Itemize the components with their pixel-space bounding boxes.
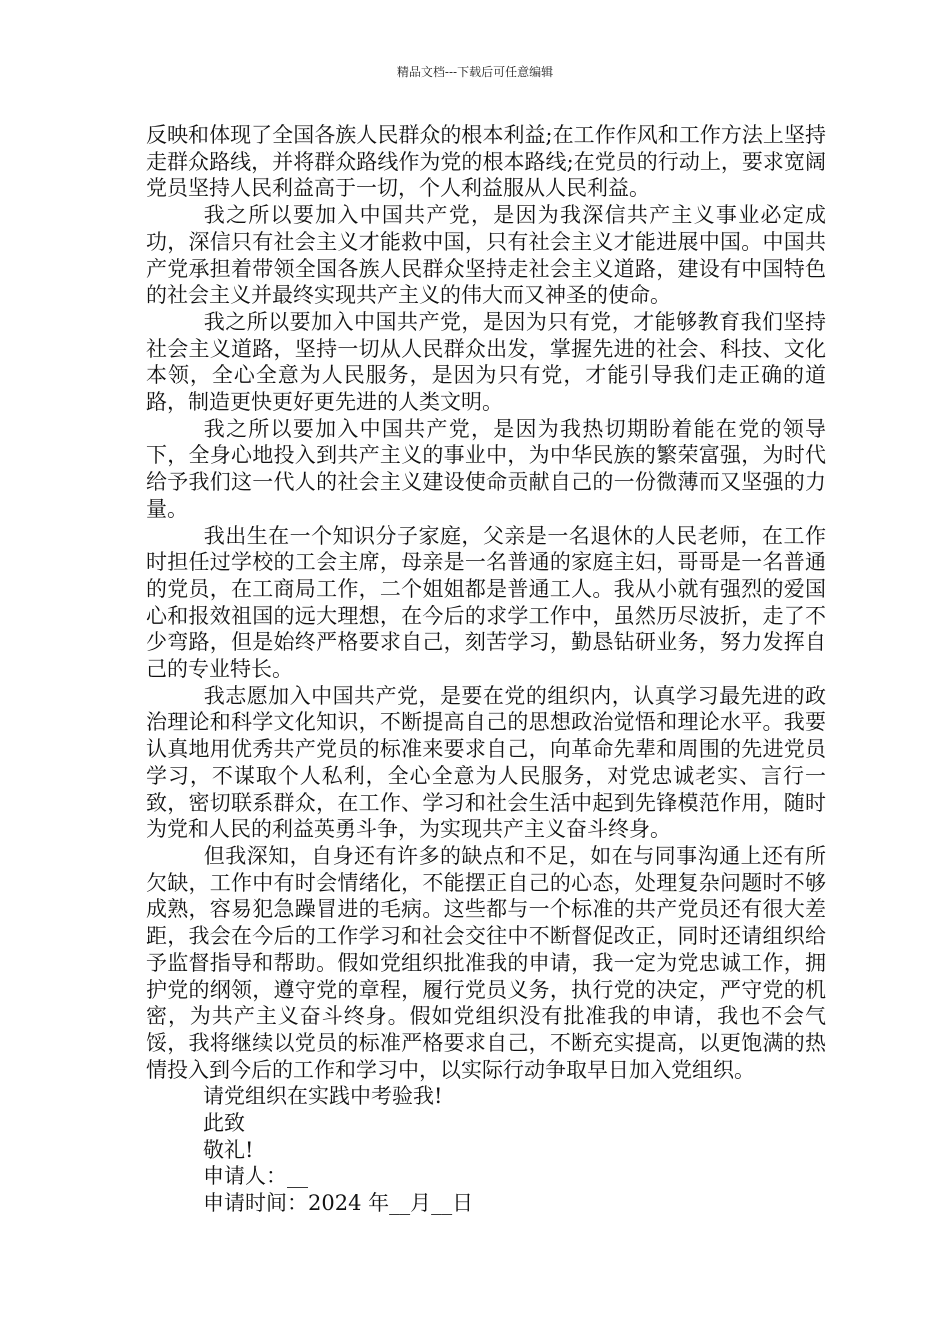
closing-salutation: 此致 (203, 1111, 245, 1136)
paragraph-5: 我出生在一个知识分子家庭，父亲是一名退休的人民老师，在工作时担任过学校的工会主席，母亲是一名普通的家庭主妇，哥哥是一名普通的党员，在工商局工作，二个姐姐都是普通工人。我从小就有强烈的爱国心和报效祖国的远大理想，在今后的求学工作中，虽然历尽波折，走了不少弯路，但是始终严格要求自己，刻苦学习，勤恳钻研业务，努力发挥自己的专业特长。 (146, 523, 826, 682)
paragraph-7: 但我深知，自身还有许多的缺点和不足，如在与同事沟通上还有所欠缺，工作中有时会情绪化，不能摆正自己的心态，处理复杂问题时不够成熟，容易犯急躁冒进的毛病。这些都与一个标准的共产党员还有很大差距，我会在今后的工作学习和社会交往中不断督促改正，同时还请组织给予监督指导和帮助。假如党组织批准我的申请，我一定为党忠诚工作，拥护党的纲领，遵守党的章程，履行党员义务，执行党的决定，严守党的机密，为共产主义奋斗终身。假如党组织没有批准我的申请，我也不会气馁，我将继续以党员的标准严格要求自己，不断充实提高，以更饱满的热情投入到今后的工作和学习中，以实际行动争取早日加入党组织。 (146, 843, 826, 1082)
paragraph-4: 我之所以要加入中国共产党，是因为我热切期盼着能在党的领导下，全身心地投入到共产主义的事业中，为中华民族的繁荣富强，为时代给予我们这一代人的社会主义建设使命贡献自己的一份微薄而又坚强的力量。 (146, 416, 826, 521)
paragraph-2: 我之所以要加入中国共产党，是因为我深信共产主义事业必定成功，深信只有社会主义才能救中国，只有社会主义才能进展中国。中国共产党承担着带领全国各族人民群众坚持走社会主义道路，建设有中国特色的社会主义并最终实现共产主义的伟大而又神圣的使命。 (146, 203, 826, 308)
closing-request: 请党组织在实践中考验我! (203, 1084, 443, 1109)
document-body (146, 122, 826, 1217)
paragraph-1: 反映和体现了全国各族人民群众的根本利益;在工作作风和工作方法上坚持走群众路线，并将群众路线作为党的根本路线;在党员的行动上，要求宽阔党员坚持人民利益高于一切，个人利益服从人民利益。 (146, 123, 826, 201)
paragraph-3: 我之所以要加入中国共产党，是因为只有党，才能够教育我们坚持社会主义道路，坚持一切从人民群众出发，掌握先进的社会、科技、文化本领，全心全意为人民服务，是因为只有党，才能引导我们走正确的道路，制造更快更好更先进的人类文明。 (146, 309, 826, 415)
closing-regards: 敬礼! (203, 1137, 254, 1162)
applicant-line: 申请人：__ (203, 1164, 308, 1189)
page-header: 精品文档---下载后可任意编辑 (396, 65, 554, 79)
application-date-line: 申请时间：2024 年__月__日 (203, 1191, 474, 1216)
paragraph-6: 我志愿加入中国共产党，是要在党的组织内，认真学习最先进的政治理论和科学文化知识，不断提高自己的思想政治觉悟和理论水平。我要认真地用优秀共产党员的标准来要求自己，向革命先辈和周围的先进党员学习，不谋取个人私利，全心全意为人民服务，对党忠诚老实、言行一致，密切联系群众，在工作、学习和社会生活中起到先锋模范作用，随时为党和人民的利益英勇斗争，为实现共产主义奋斗终身。 (146, 683, 826, 842)
